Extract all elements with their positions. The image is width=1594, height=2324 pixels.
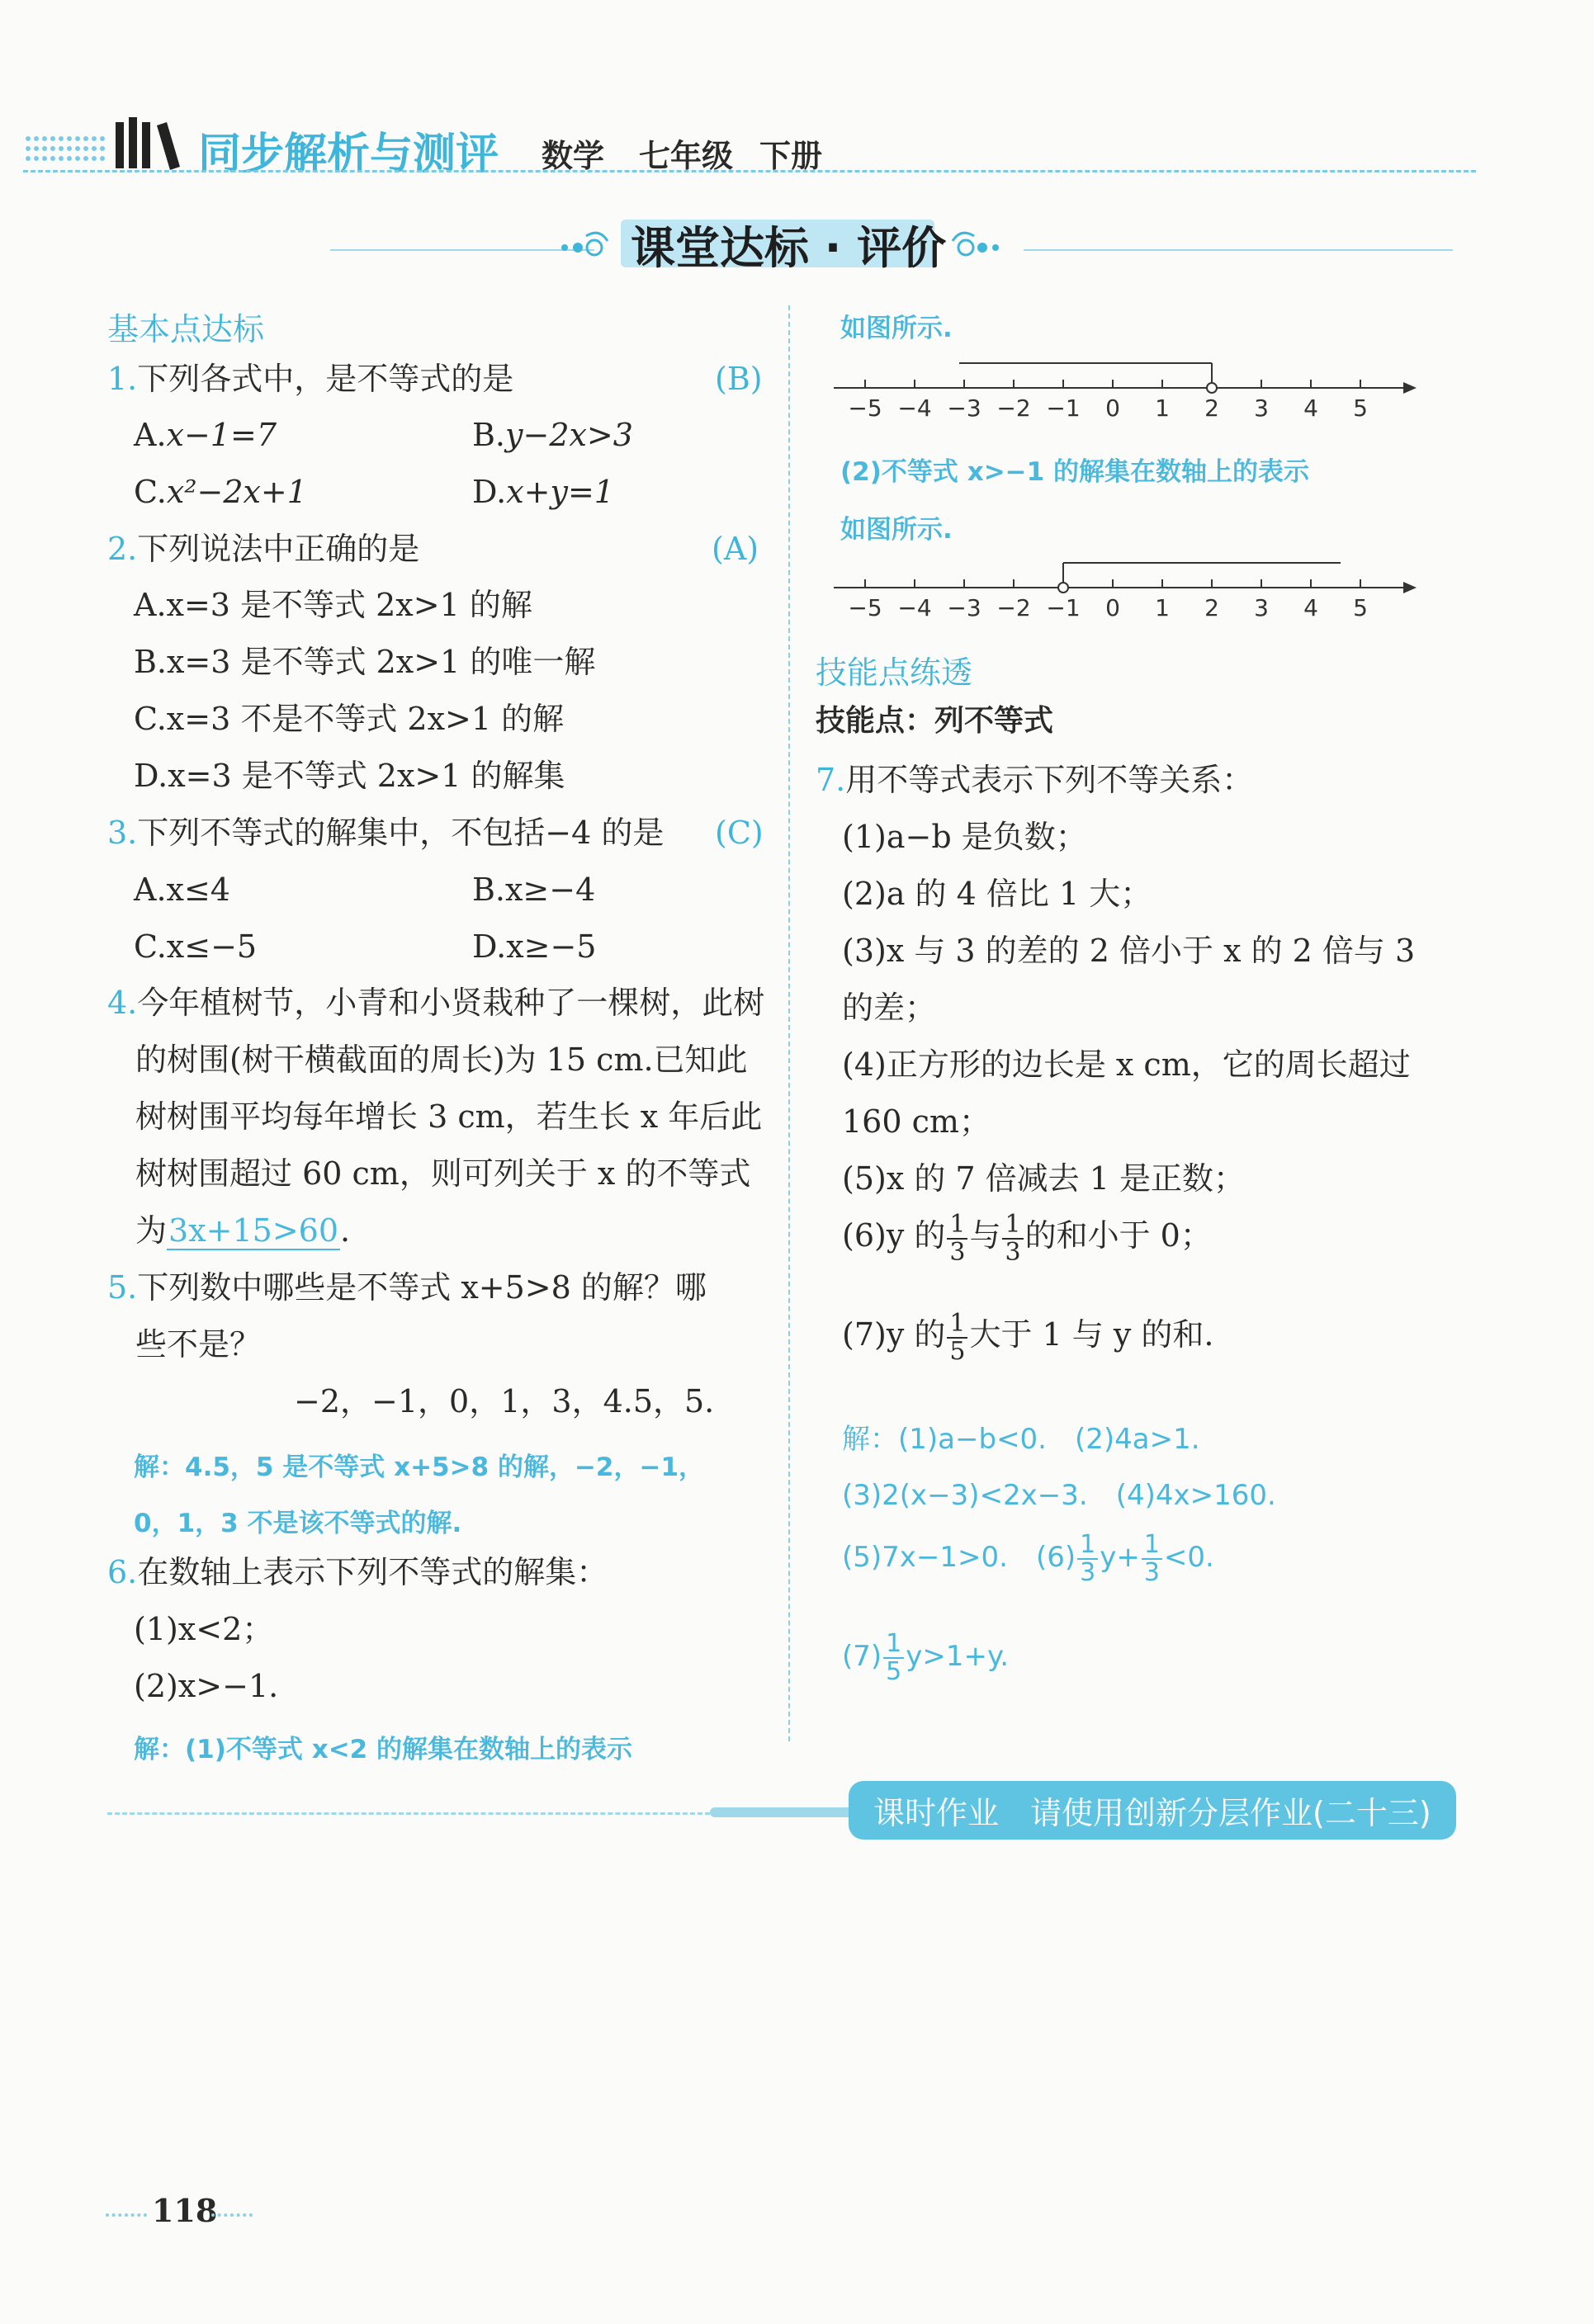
tick-label: −4 [897,594,932,621]
tick-label: 2 [1204,394,1219,422]
solution-6-2: (2)不等式 x>−1 的解集在数轴上的表示 [840,457,1310,487]
solution-5-line1: 解：4.5，5 是不等式 x+5>8 的解，−2，−1， [134,1452,705,1482]
dots-decoration-icon [23,132,114,165]
page-dots-right [211,2213,253,2217]
tick-label: −2 [996,394,1031,422]
tick-label: 5 [1353,594,1368,621]
question-4-line4: 树树围超过 60 cm，则可列关于 x 的不等式 [135,1155,751,1192]
fraction-one-third: $\frac{1}{3}$ [1077,1532,1098,1585]
question-4-line2: 的树围(树干横截面的周长)为 15 cm.已知此 [135,1042,748,1078]
solution-7-line3: (5)7x−1>0. (6) $\frac{1}{3}$ y+ $\frac{1}{3}$ <0. [842,1530,1214,1587]
option-3b: B.x≥−4 [472,872,596,908]
swirl-right-icon [949,223,1032,272]
question-6: 6.在数轴上表示下列不等式的解集： [107,1554,608,1590]
fraction-one-third: $\frac{1}{3}$ [1002,1212,1023,1265]
column-divider [788,305,790,1741]
option-2d: D.x=3 是不等式 2x>1 的解集 [134,758,565,794]
series-title: 同步解析与测评 [198,130,499,179]
header-divider [23,170,1476,172]
banner-line-right [1024,249,1453,251]
header [23,114,1476,178]
tick-label: 5 [1353,394,1368,422]
question-2: 2.下列说法中正确的是 [107,531,420,567]
arrow-icon [1403,582,1417,593]
option-2a: A.x=3 是不等式 2x>1 的解 [134,587,532,623]
question-7-item5: (5)x 的 7 倍减去 1 是正数； [842,1160,1246,1197]
subject-label: 数学 [542,138,605,174]
option-3c: C.x≤−5 [134,928,258,965]
option-3a: A.x≤4 [134,872,230,908]
tick-label: −3 [947,594,981,621]
option-1c: C.x²−2x+1 [134,474,307,510]
footer-bar [710,1807,858,1817]
figure-caption-2: 如图所示. [840,515,953,545]
volume-label: 下册 [759,138,823,174]
tick-label: 3 [1254,394,1269,422]
question-7-item4-cont: 160 cm； [842,1103,991,1140]
question-4-line3: 树树围平均每年增长 3 cm，若生长 x 年后此 [135,1098,763,1135]
arrow-icon [1403,382,1417,394]
question-7-item4: (4)正方形的边长是 x cm，它的周长超过 [842,1046,1411,1083]
figure-caption-1: 如图所示. [840,314,953,343]
question-7-item3-cont: 的差； [842,990,937,1026]
option-3d: D.x≥−5 [472,928,597,965]
tick-label: 2 [1204,594,1219,621]
open-circle [1058,583,1068,593]
number-line-1 [825,347,1420,429]
section-basic: 基本点达标 [107,311,265,347]
option-2c: C.x=3 不是不等式 2x>1 的解 [134,701,565,737]
question-3: 3.下列不等式的解集中，不包括−4 的是 [107,815,665,851]
fraction-one-third: $\frac{1}{3}$ [947,1212,967,1265]
question-5-numbers: −2，−1，0，1，3，4.5，5. [294,1383,715,1419]
tick-label: 3 [1254,594,1269,621]
question-1: 1.下列各式中，是不等式的是 [107,361,514,397]
section-skill: 技能点练透 [816,654,973,691]
tick-label: −5 [848,594,882,621]
fraction-one-third: $\frac{1}{3}$ [1142,1532,1162,1585]
option-2b: B.x=3 是不等式 2x>1 的唯一解 [134,644,596,680]
question-7-item7: (7)y 的 $\frac{1}{5}$ 大于 1 与 y 的和. [842,1309,1214,1366]
tick-label: 4 [1303,594,1318,621]
solution-7-line1: 解：(1)a−b<0. (2)4a>1. [842,1423,1200,1456]
tick-label: 0 [1105,394,1120,422]
question-7-item3: (3)x 与 3 的差的 2 倍小于 x 的 2 倍与 3 [842,933,1416,969]
question-6-item2: (2)x>−1. [134,1668,279,1704]
answer-4-blank: 3x+15>60 [168,1212,339,1249]
question-5-line2: 些不是？ [135,1326,262,1363]
tick-label: −4 [897,394,932,422]
banner-title: 课堂达标 · 评价 [631,222,947,274]
question-7-item1: (1)a−b 是负数； [842,819,1087,855]
skill-point-label: 技能点：列不等式 [816,704,1054,738]
tick-label: −3 [947,394,981,422]
solution-7-line4: (7) $\frac{1}{5}$ y>1+y. [842,1629,1010,1686]
tick-label: −1 [1046,594,1081,621]
tick-label: 4 [1303,394,1318,422]
solution-7-line2: (3)2(x−3)<2x−3. (4)4x>160. [842,1479,1276,1512]
question-7-item2: (2)a 的 4 倍比 1 大； [842,876,1152,912]
fraction-one-fifth: $\frac{1}{5}$ [883,1631,904,1684]
answer-3: (C) [715,815,764,851]
answer-1: (B) [715,361,763,397]
question-5-line1: 5.下列数中哪些是不等式 x+5>8 的解？哪 [107,1269,707,1306]
question-7: 7.用不等式表示下列不等关系： [816,762,1254,798]
solution-6-1: 解：(1)不等式 x<2 的解集在数轴上的表示 [134,1735,633,1764]
grade-label: 七年级 [639,138,734,174]
tick-label: −1 [1046,394,1081,422]
question-4-line5: 为3x+15>60. [135,1212,351,1249]
question-6-item1: (1)x<2； [134,1611,274,1647]
tick-label: 0 [1105,594,1120,621]
homework-badge: 课时作业 请使用创新分层作业(二十三) [849,1781,1456,1840]
tick-label: −5 [848,394,882,422]
option-1d: D.x+y=1 [472,474,614,510]
question-4-line1: 4.今年植树节，小青和小贤栽种了一棵树，此树 [107,985,765,1021]
swirl-left-icon [528,223,611,272]
tick-label: −2 [996,594,1031,621]
page-number: 118 [152,2192,218,2229]
question-7-item6: (6)y 的 $\frac{1}{3}$ 与 $\frac{1}{3}$ 的和小于 0； [842,1210,1212,1267]
number-line-2 [825,546,1420,629]
fraction-one-fifth: $\frac{1}{5}$ [947,1311,967,1364]
option-1b: B.y−2x>3 [472,417,633,453]
option-1a: A.x−1=7 [134,417,277,453]
footer-divider [107,1812,710,1815]
solution-5-line2: 0，1，3 不是该不等式的解. [134,1509,462,1538]
open-circle [1207,383,1217,393]
tick-label: 1 [1155,394,1170,422]
page-dots-left [106,2213,147,2217]
tick-label: 1 [1155,594,1170,621]
books-logo-icon [112,114,192,172]
answer-2: (A) [712,531,759,567]
